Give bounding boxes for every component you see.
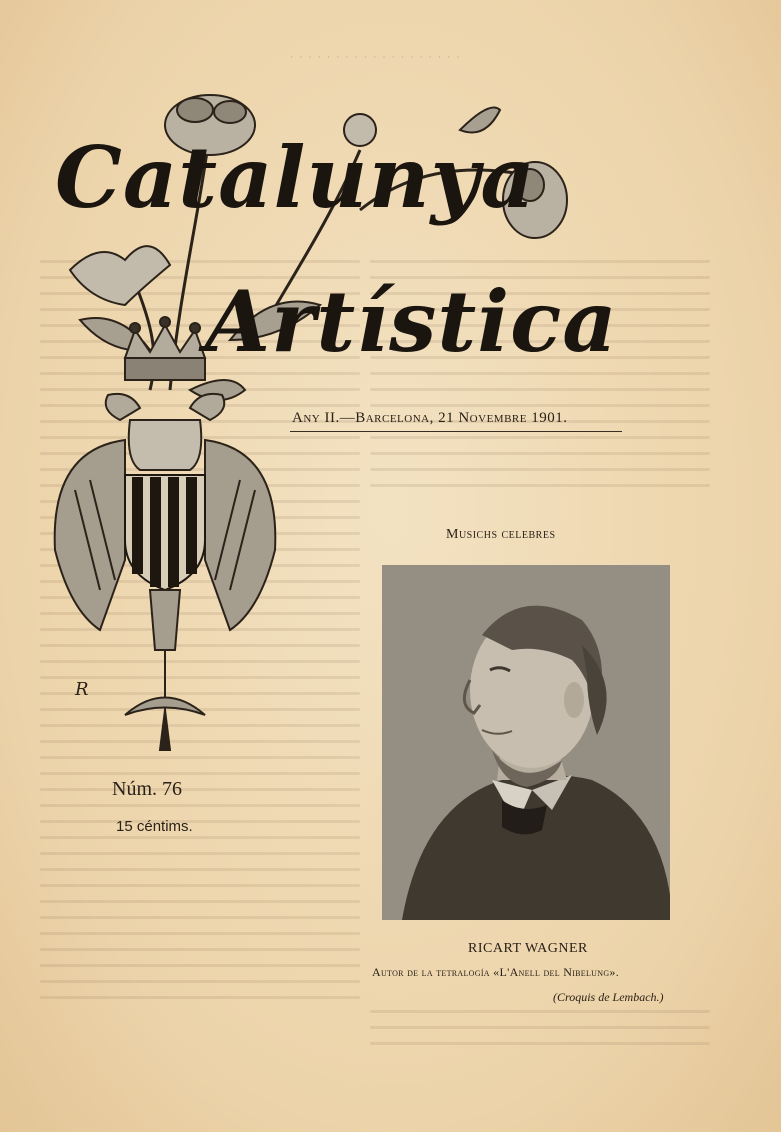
dateline-rule	[290, 431, 622, 432]
bleed-through-bottom	[370, 1010, 710, 1058]
issue-number	[112, 778, 182, 801]
issue-dateline: Any II.—Barcelona, 21 Novembre 1901.	[292, 410, 568, 426]
masthead-title-line-2: Artística	[205, 272, 618, 371]
bleed-through-running-head: · · · · · · · · · · · · · · · · · · ·	[290, 52, 462, 62]
shield-senyera	[125, 475, 205, 590]
issue-number-label: Núm.	[112, 778, 157, 800]
portrait-caption-subtitle: Autor de la tetralogía «L'Anell del Nibelung».	[372, 965, 620, 979]
issue-price: 15 céntims.	[116, 818, 193, 835]
eagle-tail	[125, 590, 205, 750]
portrait-engraving	[382, 565, 670, 920]
masthead-title-line-1: Catalunya	[55, 128, 536, 227]
portrait-image	[382, 565, 670, 920]
artist-monogram: R	[75, 679, 89, 700]
portrait-caption-name: RICART WAGNER	[468, 941, 588, 956]
section-heading: Musichs celebres	[446, 527, 556, 542]
portrait-credit: (Croquis de Lembach.)	[553, 990, 664, 1004]
lily-left	[70, 246, 170, 305]
issue-number-value: 76	[162, 778, 182, 800]
crown	[125, 317, 205, 380]
